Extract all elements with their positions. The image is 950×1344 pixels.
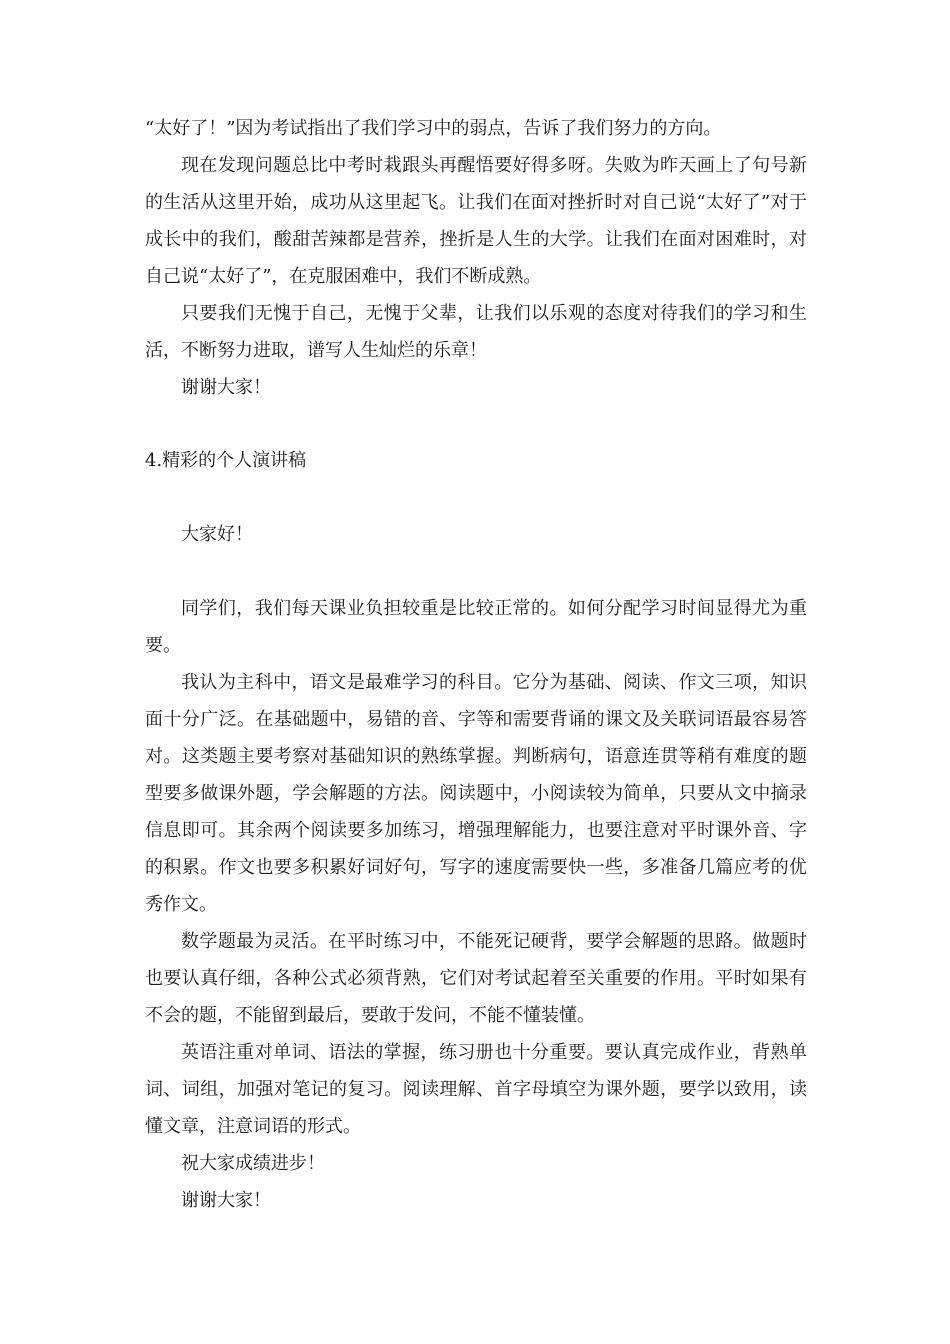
paragraph-chinese-subject: 我认为主科中，语文是最难学习的科目。它分为基础、阅读、作文三项，知识面十分广泛。在基础题中，易错的音、字等和需要背诵的课文及关联词语最容易答对。这类题主要考察对基础知识的熟练掌握。判断病句，语意连贯等稍有难度的题型要多做课外题，学会解题的方法。阅读题中，小阅读较为简单，只要从文中摘录信息即可。其余两个阅读要多加练习，增强理解能力，也要注意对平时课外音、字的积累。作文也要多积累好词好句，写字的速度需要快一些，多准备几篇应考的优秀作文。 [145, 672, 807, 915]
spacer [145, 479, 807, 516]
paragraph-best-wishes: 祝大家成绩进步！ [181, 1153, 325, 1174]
section-heading: 4.精彩的个人演讲稿 [145, 450, 307, 471]
document-page [145, 110, 807, 1219]
paragraph-thanks-first: 谢谢大家！ [181, 377, 271, 398]
paragraph-optimistic-attitude: 只要我们无愧于自己，无愧于父辈，让我们以乐观的态度对待我们的学习和生活，不断努力进取，谱写人生灿烂的乐章！ [145, 303, 807, 361]
paragraph-study-time: 同学们，我们每天课业负担较重是比较正常的。如何分配学习时间显得尤为重要。 [145, 598, 807, 656]
spacer [145, 553, 807, 590]
paragraph-find-problems: 现在发现问题总比中考时栽跟头再醒悟要好得多呀。失败为昨天画上了句号新的生活从这里开始，成功从这里起飞。让我们在面对挫折时对自己说“太好了”对于成长中的我们，酸甜苦辣都是营养，挫折是人生的大学。让我们在面对困难时，对自己说“太好了”，在克服困难中，我们不断成熟。 [145, 155, 807, 287]
spacer [145, 406, 807, 442]
paragraph-math-subject: 数学题最为灵活。在平时练习中，不能死记硬背，要学会解题的思路。做题时也要认真仔细，各种公式必须背熟，它们对考试起着至关重要的作用。平时如果有不会的题，不能留到最后，要敢于发问，不能不懂装懂。 [145, 931, 807, 1026]
paragraph-thanks-final: 谢谢大家！ [181, 1190, 271, 1211]
greeting: 大家好！ [181, 524, 253, 545]
paragraph-english-subject: 英语注重对单词、语法的掌握，练习册也十分重要。要认真完成作业，背熟单词、词组，加强对笔记的复习。阅读理解、首字母填空为课外题，要学以致用，读懂文章，注意词语的形式。 [145, 1042, 807, 1137]
paragraph-exam-weakness: “太好了！”因为考试指出了我们学习中的弱点，告诉了我们努力的方向。 [145, 118, 722, 139]
